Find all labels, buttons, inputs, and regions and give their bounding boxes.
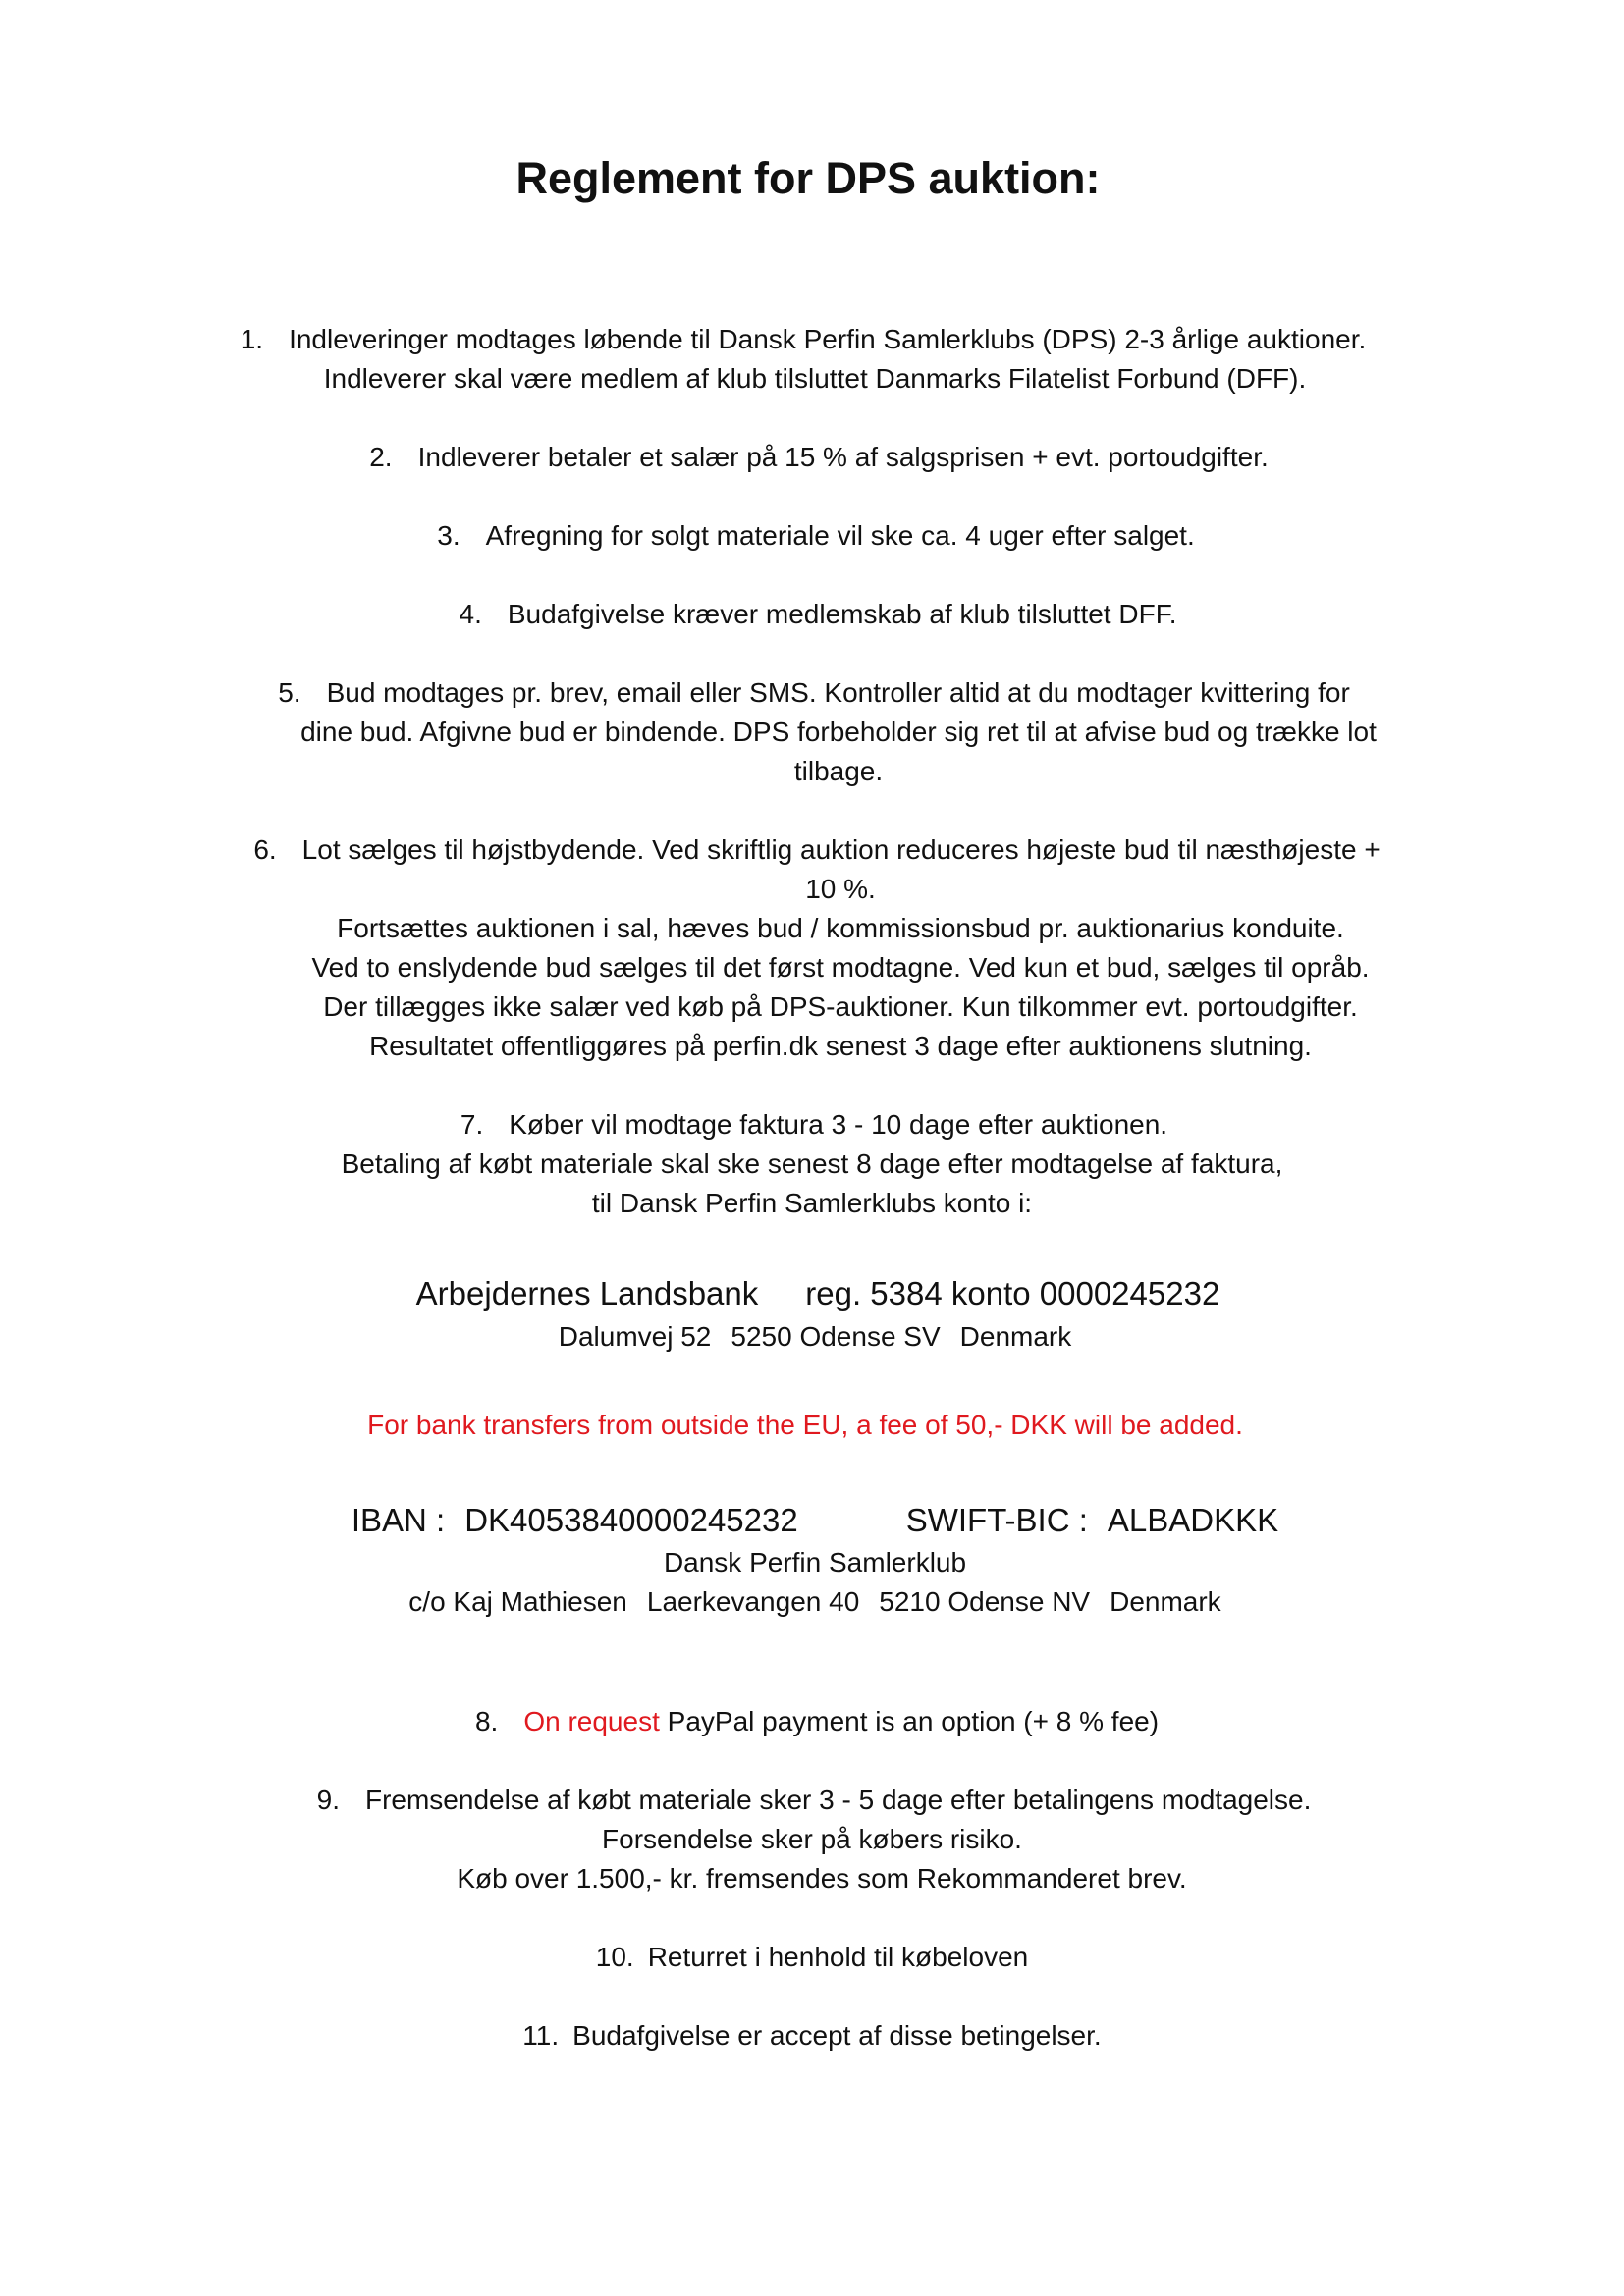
- bank-address-city: 5250 Odense SV: [731, 1321, 941, 1352]
- rule-9-line-1: [2, 1781, 1624, 1820]
- foreign-fee-notice: For bank transfers from outside the EU, a fee of 50,- DKK will be added.: [367, 1410, 1243, 1440]
- iban-label: IBAN :: [351, 1502, 446, 1538]
- rule-11: [0, 2016, 1624, 2056]
- rule-9-line-3: Køb over 1.500,- kr. fremsendes som Rekommanderet brev.: [457, 1863, 1187, 1894]
- rule-11-number: 11.: [522, 2020, 560, 2051]
- recipient-city: 5210 Odense NV: [879, 1586, 1091, 1617]
- rule-1-line-2: Indleverer skal være medlem af klub tilsluttet Danmarks Filatelist Forbund (DFF).: [323, 363, 1307, 394]
- rule-4-number: 4.: [459, 599, 482, 629]
- rule-3-text: Afregning for solgt materiale vil ske ca. 4 uger efter salget.: [485, 520, 1195, 551]
- rule-4-text: Budafgivelse kræver medlemskab af klub tilsluttet DFF.: [507, 599, 1177, 629]
- bank-address-country: Denmark: [959, 1321, 1072, 1352]
- recipient-careof: c/o Kaj Mathiesen: [408, 1586, 627, 1617]
- rule-5-line-1: [2, 673, 1624, 713]
- iban-swift-line: [3, 1499, 1624, 1542]
- iban-value: DK4053840000245232: [464, 1502, 798, 1538]
- bank-address: [3, 1317, 1624, 1357]
- rule-7-line-3: til Dansk Perfin Samlerklubs konto i:: [591, 1188, 1033, 1218]
- rule-6-text-1: Lot sælges til højstbydende. Ved skriftlig auktion reduceres højeste bud til næsthøjeste +: [301, 834, 1380, 865]
- rule-8-text: PayPal payment is an option (+ 8 % fee): [667, 1706, 1160, 1736]
- rule-3-number: 3.: [437, 520, 460, 551]
- bank-name: Arbejdernes Landsbank: [415, 1275, 759, 1311]
- rule-6-line-2: 10 %.: [805, 874, 876, 904]
- bank-line: [6, 1272, 1624, 1315]
- rule-2-text: Indleverer betaler et salær på 15 % af salgsprisen + evt. portoudgifter.: [417, 442, 1269, 472]
- rule-4: [6, 595, 1624, 634]
- rule-5-line-2: dine bud. Afgivne bud er bindende. DPS forbeholder sig ret til at afvise bud og trække lot: [300, 717, 1377, 747]
- rule-5-number: 5.: [278, 677, 301, 708]
- bank-account: reg. 5384 konto 0000245232: [805, 1275, 1220, 1311]
- rule-10: [0, 1938, 1624, 1977]
- rule-7-line-2: Betaling af købt materiale skal ske senest 8 dage efter modtagelse af faktura,: [341, 1148, 1283, 1179]
- bank-address-street: Dalumvej 52: [558, 1321, 712, 1352]
- rule-1-text-1: Indleveringer modtages løbende til Dansk Perfin Samlerklubs (DPS) 2-3 årlige auktioner.: [289, 324, 1367, 354]
- rule-10-number: 10.: [595, 1942, 634, 1972]
- recipient-street: Laerkevangen 40: [646, 1586, 860, 1617]
- rule-5-line-3: tilbage.: [793, 756, 884, 786]
- rule-1-line-1: [0, 320, 1615, 359]
- rule-5-text-1: Bud modtages pr. brev, email eller SMS. Kontroller altid at du modtager kvittering for: [326, 677, 1350, 708]
- recipient-name: Dansk Perfin Samlerklub: [663, 1547, 967, 1577]
- rule-9-line-2: Forsendelse sker på købers risiko.: [602, 1824, 1022, 1854]
- rule-6-line-4: Ved to enslydende bud sælges til det først modtagne. Ved kun et bud, sælges til opråb.: [311, 952, 1370, 983]
- rule-8-number: 8.: [474, 1706, 499, 1736]
- rule-7-number: 7.: [460, 1109, 484, 1140]
- rule-6-line-5: Der tillægges ikke salær ved køb på DPS-auktioner. Kun tilkommer evt. portoudgifter.: [323, 991, 1358, 1022]
- rule-11-text: Budafgivelse er accept af disse betingelser.: [572, 2020, 1102, 2051]
- swift-label: SWIFT-BIC :: [905, 1502, 1088, 1538]
- rule-7-line-1: [2, 1105, 1624, 1145]
- rule-1-number: 1.: [240, 324, 264, 354]
- page-title: Reglement for DPS auktion:: [515, 153, 1101, 203]
- rule-6-line-6: Resultatet offentliggøres på perfin.dk senest 3 dage efter auktionens slutning.: [369, 1031, 1312, 1061]
- rule-7-text-1: Køber vil modtage faktura 3 - 10 dage efter auktionen.: [509, 1109, 1168, 1140]
- rule-10-text: Returret i henhold til købeloven: [647, 1942, 1029, 1972]
- rule-6-line-1: [5, 830, 1624, 870]
- rule-8-highlight: On request: [523, 1706, 660, 1736]
- swift-value: ALBADKKK: [1107, 1502, 1279, 1538]
- rule-6-line-3: Fortsættes auktionen i sal, hæves bud / kommissionsbud pr. auktionarius konduite.: [337, 913, 1344, 943]
- rule-9-number: 9.: [316, 1785, 340, 1815]
- rule-2-number: 2.: [369, 442, 393, 472]
- recipient-country: Denmark: [1110, 1586, 1221, 1617]
- rule-2: [7, 438, 1624, 477]
- rule-3: [4, 516, 1624, 556]
- rule-6-number: 6.: [253, 834, 277, 865]
- rule-8: [5, 1702, 1624, 1741]
- recipient-address: [3, 1582, 1624, 1622]
- rule-9-text-1: Fremsendelse af købt materiale sker 3 - 5 dage efter betalingens modtagelse.: [364, 1785, 1312, 1815]
